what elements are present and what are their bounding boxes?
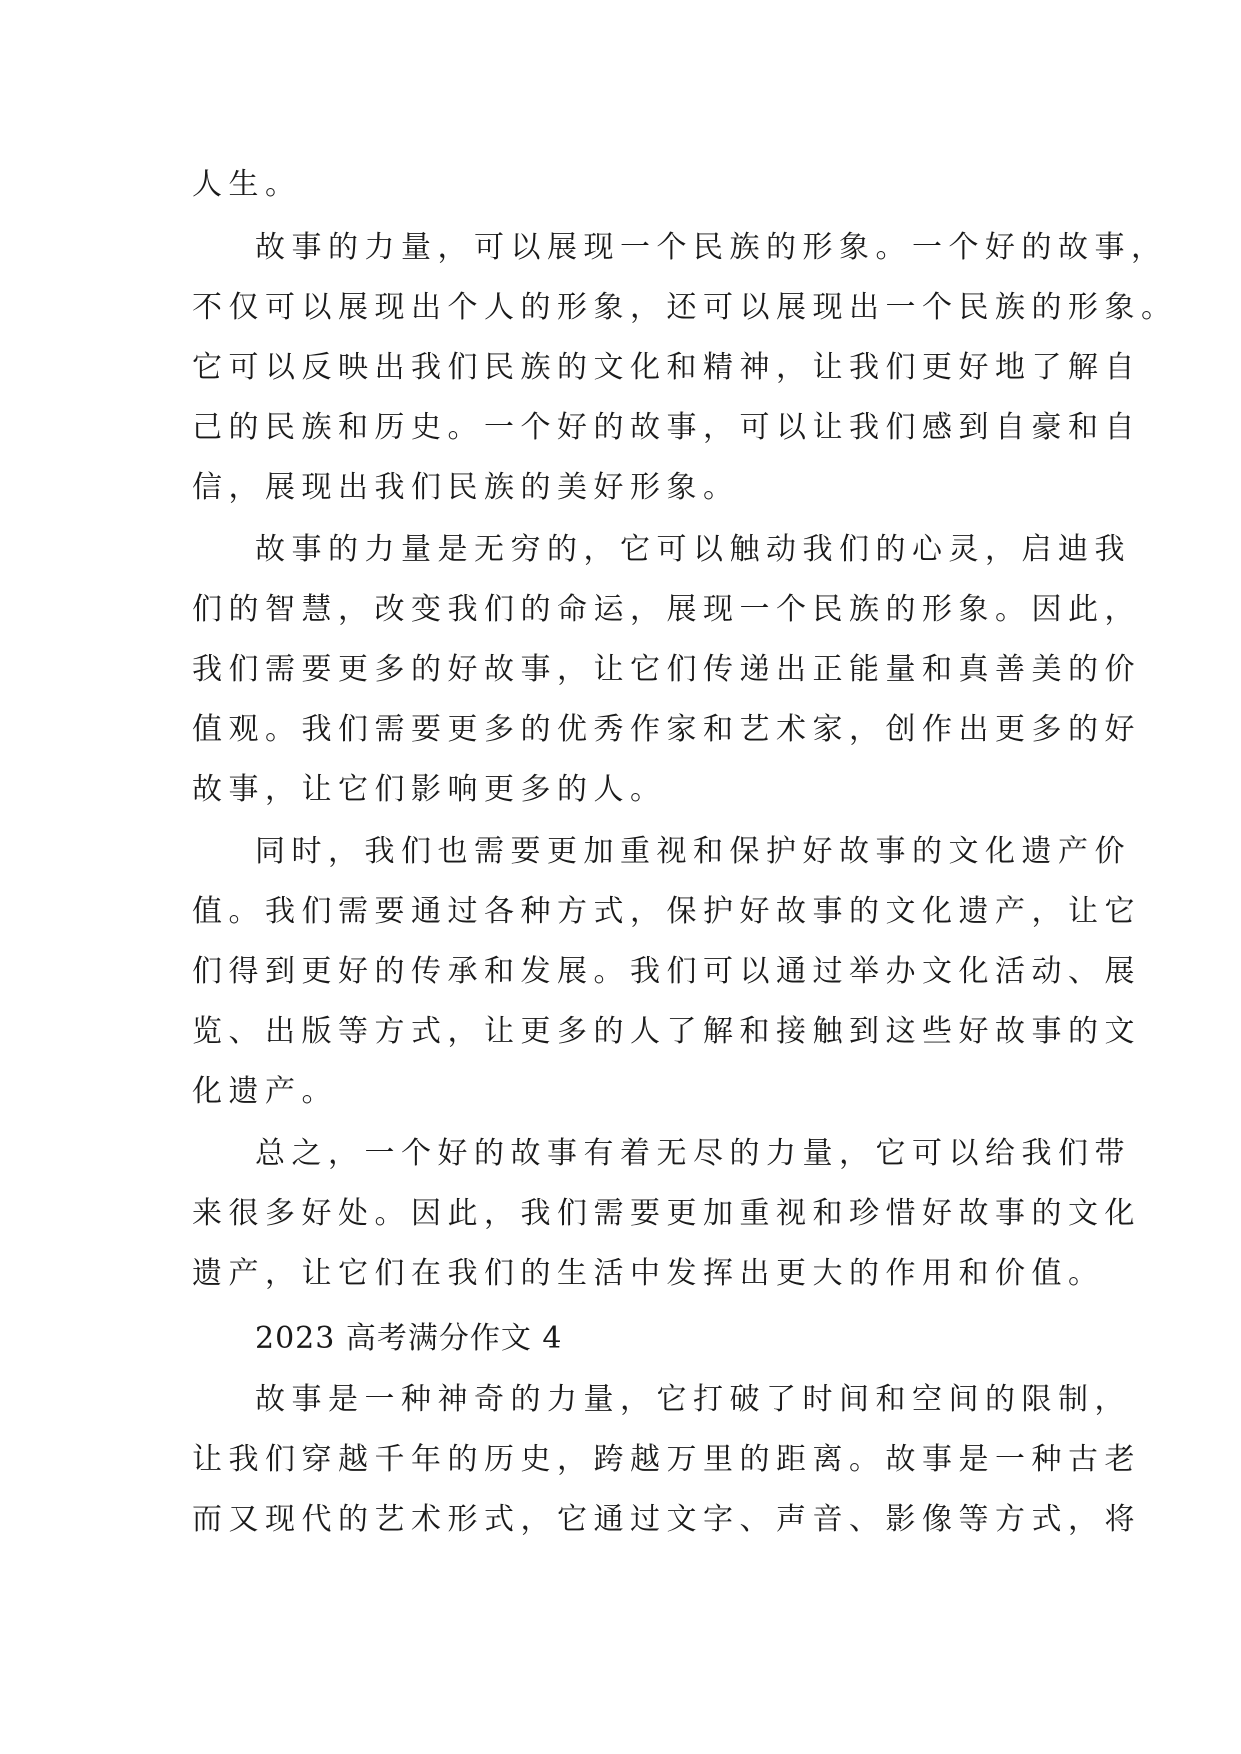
text-line: 们得到更好的传承和发展。我们可以通过举办文化活动、展 (192, 954, 1141, 989)
text-line: 而又现代的艺术形式，它通过文字、声音、影像等方式，将 (192, 1502, 1141, 1537)
text-line: 我们需要更多的好故事，让它们传递出正能量和真善美的价 (192, 652, 1141, 687)
paragraph-first-line: 故事的力量，可以展现一个民族的形象。一个好的故事， (255, 230, 1168, 265)
text-line: 不仅可以展现出个人的形象，还可以展现出一个民族的形象。 (192, 290, 1178, 325)
text-line: 们的智慧，改变我们的命运，展现一个民族的形象。因此， (192, 592, 1141, 627)
text-line: 它可以反映出我们民族的文化和精神，让我们更好地了解自 (192, 350, 1141, 385)
text-line: 信，展现出我们民族的美好形象。 (192, 470, 740, 505)
text-line: 值。我们需要通过各种方式，保护好故事的文化遗产，让它 (192, 894, 1141, 929)
text-line: 人生。 (192, 167, 302, 202)
text-line: 值观。我们需要更多的优秀作家和艺术家，创作出更多的好 (192, 712, 1141, 747)
text-line: 览、出版等方式，让更多的人了解和接触到这些好故事的文 (192, 1014, 1141, 1049)
text-line: 让我们穿越千年的历史，跨越万里的距离。故事是一种古老 (192, 1442, 1141, 1477)
text-line: 化遗产。 (192, 1074, 338, 1109)
section-heading: 2023 高考满分作文 4 (255, 1321, 563, 1356)
text-line: 来很多好处。因此，我们需要更加重视和珍惜好故事的文化 (192, 1196, 1141, 1231)
text-line: 己的民族和历史。一个好的故事，可以让我们感到自豪和自 (192, 410, 1141, 445)
paragraph-first-line: 故事是一种神奇的力量，它打破了时间和空间的限制， (255, 1382, 1131, 1417)
paragraph-first-line: 同时，我们也需要更加重视和保护好故事的文化遗产价 (255, 834, 1131, 869)
text-line: 遗产，让它们在我们的生活中发挥出更大的作用和价值。 (192, 1256, 1105, 1291)
paragraph-first-line: 总之，一个好的故事有着无尽的力量，它可以给我们带 (255, 1136, 1131, 1171)
text-line: 故事，让它们影响更多的人。 (192, 772, 667, 807)
paragraph-first-line: 故事的力量是无穷的，它可以触动我们的心灵，启迪我 (255, 532, 1131, 567)
